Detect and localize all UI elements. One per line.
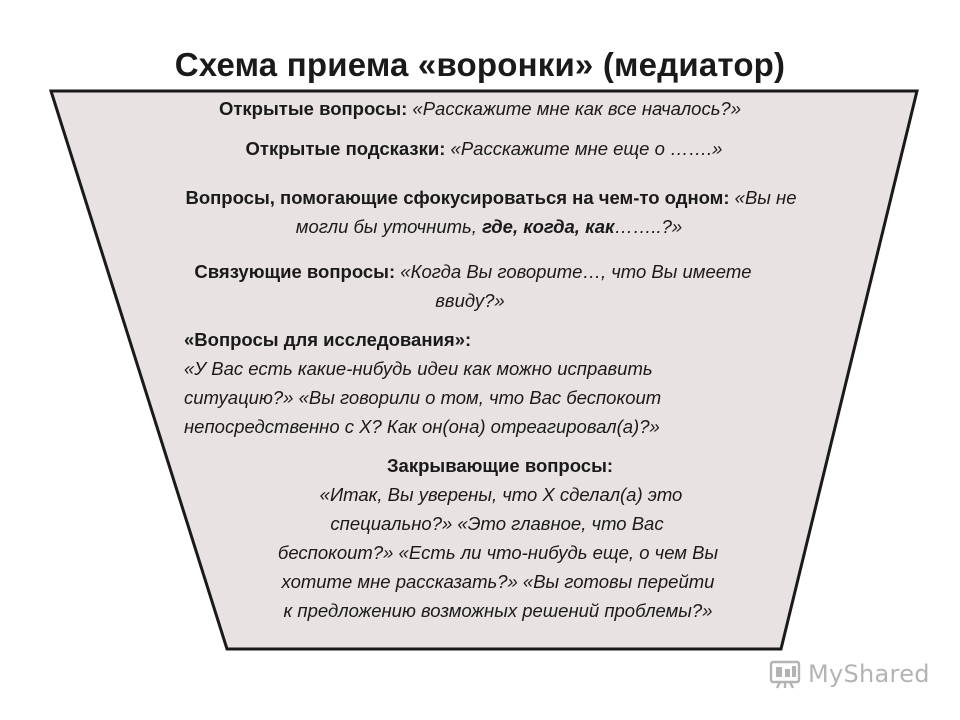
myshared-watermark xyxy=(768,656,930,692)
focus-questions-line-1 xyxy=(0,183,960,212)
closing-questions-line-1: «Итак, Вы уверены, что Х сделал(а) это xyxy=(319,484,683,505)
linking-questions-example-2: ввиду?» xyxy=(435,290,505,311)
page-title: Схема приема «воронки» (медиатор) xyxy=(174,46,786,83)
research-questions-line-3: непосредственно с Х? Как он(она) отреагировал(а)?» xyxy=(184,416,660,437)
open-questions-example: «Расскажите мне как все началось?» xyxy=(407,98,742,119)
linking-questions-line-2 xyxy=(0,286,940,315)
focus-questions-example-emphasis: где, когда, как xyxy=(482,216,615,237)
linking-questions-label: Связующие вопросы: xyxy=(194,261,396,282)
open-prompts-line xyxy=(0,134,960,163)
focus-questions-example-start: «Вы не xyxy=(729,187,797,208)
open-questions-line xyxy=(0,94,960,123)
open-prompts-example: «Расскажите мне еще о …….» xyxy=(445,138,723,159)
closing-questions-line-2: специально?» «Это главное, что Вас xyxy=(330,513,664,534)
focus-questions-line-2 xyxy=(0,212,960,241)
open-prompts-label: Открытые подсказки: xyxy=(245,138,446,159)
focus-questions-label: Вопросы, помогающие сфокусироваться на чем-то одном: xyxy=(185,187,730,208)
closing-questions-label: Закрывающие вопросы: xyxy=(386,455,614,476)
linking-questions-example-1: «Когда Вы говорите…, что Вы имеете xyxy=(395,261,752,282)
closing-questions-line-3: беспокоит?» «Есть ли что-нибудь еще, о чем Вы xyxy=(277,542,719,563)
research-questions-label: «Вопросы для исследования»: xyxy=(184,329,472,350)
watermark-text: MyShared xyxy=(808,660,930,688)
open-questions-label: Открытые вопросы: xyxy=(218,98,408,119)
closing-questions-line-5: к предложению возможных решений проблемы?» xyxy=(283,600,713,621)
focus-questions-example-end: ……..?» xyxy=(614,216,683,237)
myshared-logo-icon xyxy=(768,657,802,691)
linking-questions-line-1 xyxy=(0,257,946,286)
closing-questions-line-4: хотите мне рассказать?» «Вы готовы перейти xyxy=(281,571,715,592)
research-questions-line-1: «У Вас есть какие-нибудь идеи как можно исправить xyxy=(184,358,653,379)
focus-questions-example-mid: могли бы уточнить, xyxy=(295,216,483,237)
research-questions-line-2: ситуацию?» «Вы говорили о том, что Вас беспокоит xyxy=(184,387,662,408)
